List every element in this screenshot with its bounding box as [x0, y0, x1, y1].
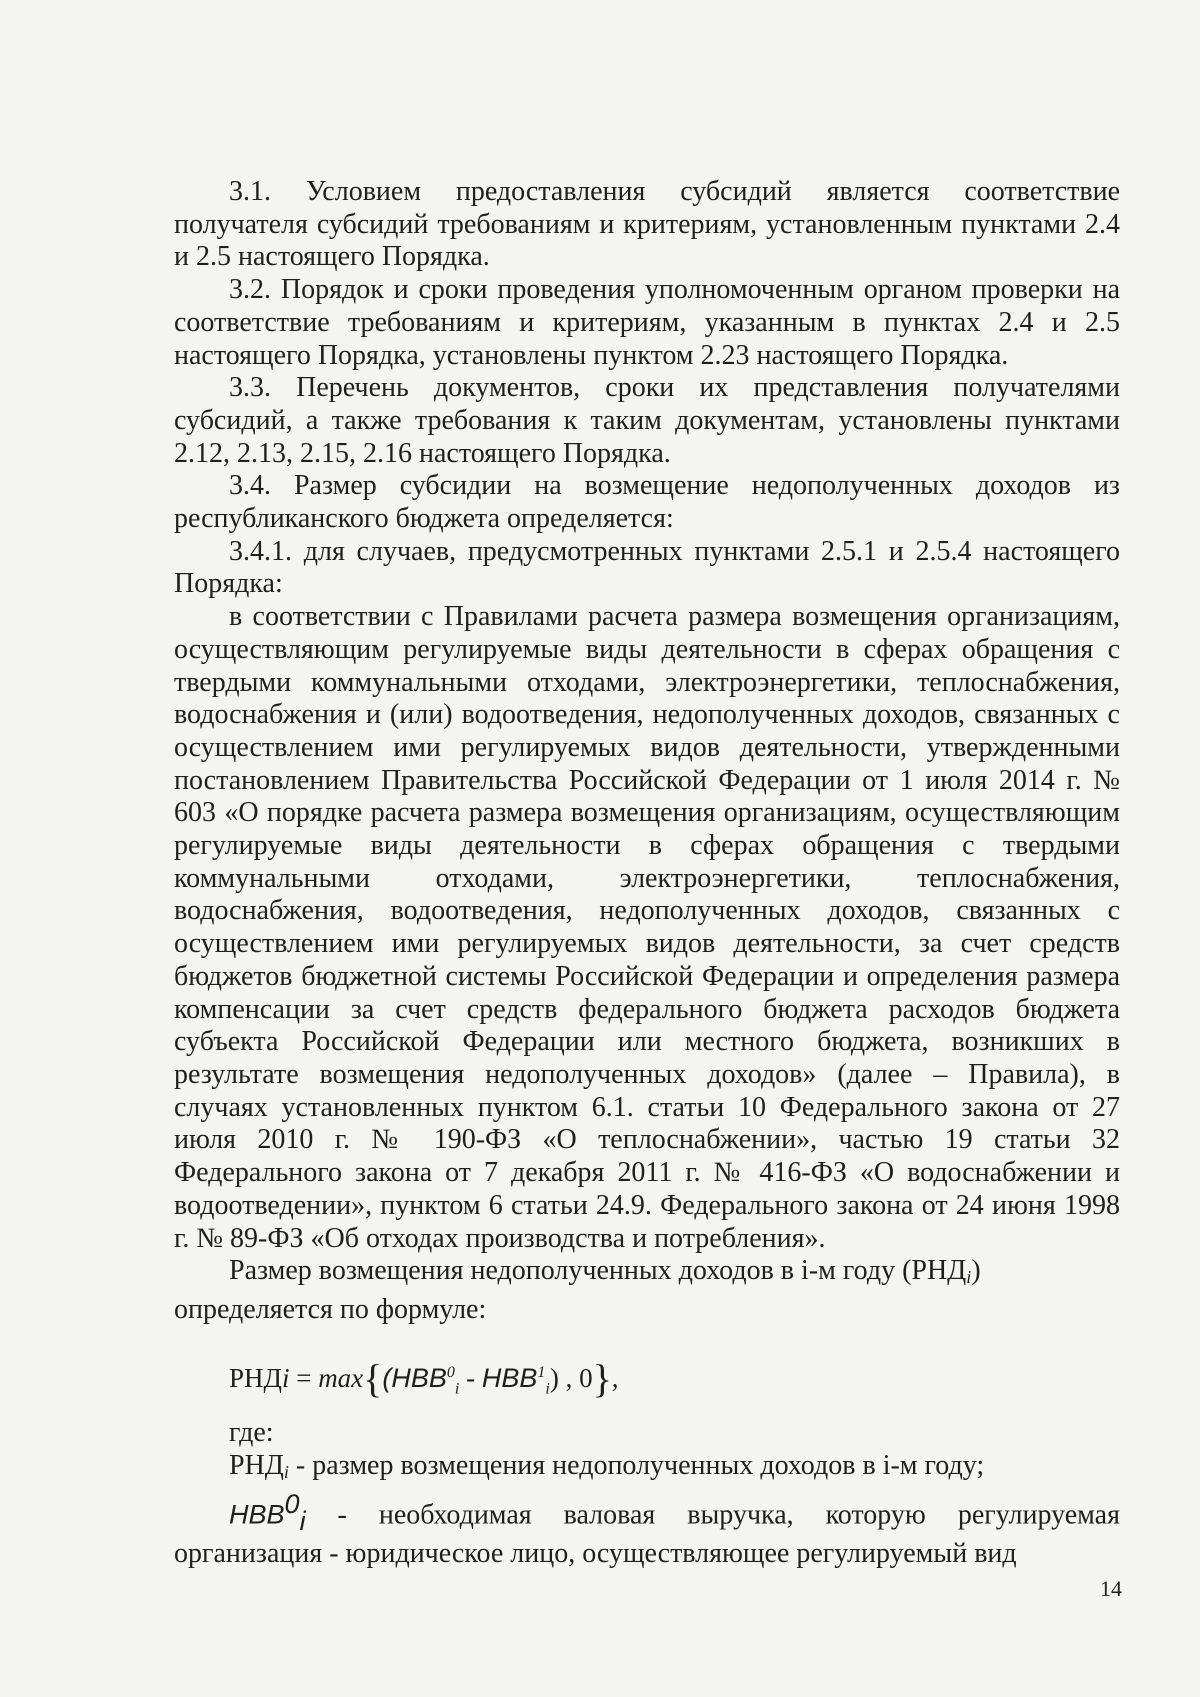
- paragraph-3-4-1: 3.4.1. для случаев, предусмотренных пунктами 2.5.1 и 2.5.4 настоящего Порядка:: [174, 535, 1120, 600]
- formula-intro-sub: i: [966, 1267, 972, 1288]
- definition-hbb-text: - необходимая валовая выручка, которую регулируемая организация - юридическое лицо, осуществляющее регулируемый вид: [174, 1499, 1120, 1570]
- formula-intro-line2: определяется по формуле:: [174, 1293, 487, 1325]
- document-body: [174, 176, 1120, 1571]
- formula: РНДi = $\max\{(НВВ^0_i - НВВ^1_i)$ , 0},: [229, 1355, 619, 1401]
- formula-lhs: РНД: [229, 1362, 282, 1393]
- formula-term-a-sup: 0: [446, 1363, 455, 1381]
- formula-open-brace: {: [363, 1355, 383, 1401]
- where-label: где:: [229, 1417, 274, 1448]
- definition-rnd-text: - размер возмещения недополученных доходов в i-м году;: [288, 1449, 985, 1481]
- formula-func: max: [318, 1362, 364, 1393]
- paragraph-3-3: 3.3. Перечень документов, сроки их представления получателями субсидий, а также требования к таким документам, установлены пунктами 2.12, 2.13, 2.15, 2.16 настоящего Порядка.: [174, 372, 1120, 469]
- definition-hbb-sup: 0: [284, 1489, 300, 1520]
- formula-term-b: НВВ: [481, 1362, 538, 1393]
- formula-lhs-var: i: [281, 1362, 290, 1393]
- definition-hbb: [174, 1488, 1120, 1570]
- formula-tail: ) , 0: [549, 1362, 593, 1393]
- formula-intro-text: Размер возмещения недополученных доходов в i-м году (РНД: [229, 1255, 967, 1287]
- paragraph-3-4: 3.4. Размер субсидии на возмещение недополученных доходов из республиканского бюджета определяется:: [174, 470, 1120, 535]
- paragraph-rules: в соответствии с Правилами расчета размера возмещения организациям, осуществляющим регулируемые виды деятельности в сферах обращения с твердыми коммунальными отходами, электроэнергетики, теплоснабжения, водоснабжения и (или) водоотведения, недополученных доходов, связанных с осуществлением ими регулируемых видов деятельности, утвержденными постановлением Правительства Российской Федерации от 1 июля 2014 г. № 603 «О порядке расчета размера возмещения организациям, осуществляющим регулируемые виды деятельности в сферах обращения с твердыми коммунальными отходами, электроэнергетики, теплоснабжения, водоснабжения, водоотведения, недополученных доходов, связанных с осуществлением ими регулируемых видов деятельности, за счет средств бюджетов бюджетной системы Российской Федерации и определения размера компенсации за счет средств федерального бюджета расходов бюджета субъекта Российской Федерации или местного бюджета, возникших в результате возмещения недополученных доходов» (далее – Правила), в случаях установленных пунктом 6.1. статьи 10 Федерального закона от 27 июля 2010 г. № 190-ФЗ «О теплоснабжении», частью 19 статьи 32 Федерального закона от 7 декабря 2011 г. № 416-ФЗ «О водоснабжении и водоотведении», пунктом 6 статьи 24.9. Федерального закона от 24 июня 1998 г. № 89-ФЗ «Об отходах производства и потребления».: [174, 601, 1120, 1254]
- formula-eq: =: [289, 1362, 319, 1393]
- formula-end: ,: [611, 1362, 619, 1393]
- formula-term-a-sub: i: [454, 1380, 460, 1397]
- paragraph-3-1: 3.1. Условием предоставления субсидий является соответствие получателя субсидий требованиям и критериям, установленным пунктами 2.4 и 2.5 настоящего Порядка.: [174, 176, 1120, 273]
- formula-term-a: НВВ: [391, 1362, 447, 1393]
- formula-intro: [174, 1255, 1120, 1326]
- definition-hbb-term: НВВ: [229, 1499, 285, 1530]
- definition-hbb-sub: i: [299, 1506, 306, 1537]
- formula-intro-after: ): [971, 1255, 981, 1287]
- formula-term-b-sub: i: [545, 1380, 550, 1397]
- formula-close-brace: }: [592, 1355, 612, 1401]
- definition-rnd-term: РНД: [229, 1449, 284, 1481]
- definition-rnd-sub: i: [283, 1461, 289, 1482]
- definition-rnd: [174, 1450, 1120, 1489]
- formula-minus: -: [459, 1362, 482, 1393]
- paragraph-3-2: 3.2. Порядок и сроки проведения уполномоченным органом проверки на соответствие требованиям и критериям, указанным в пунктах 2.4 и 2.5 настоящего Порядка, установлены пунктом 2.23 настоящего Порядка.: [174, 274, 1120, 371]
- formula-term-b-sup: 1: [537, 1363, 546, 1381]
- page-number: 14: [1100, 1576, 1122, 1601]
